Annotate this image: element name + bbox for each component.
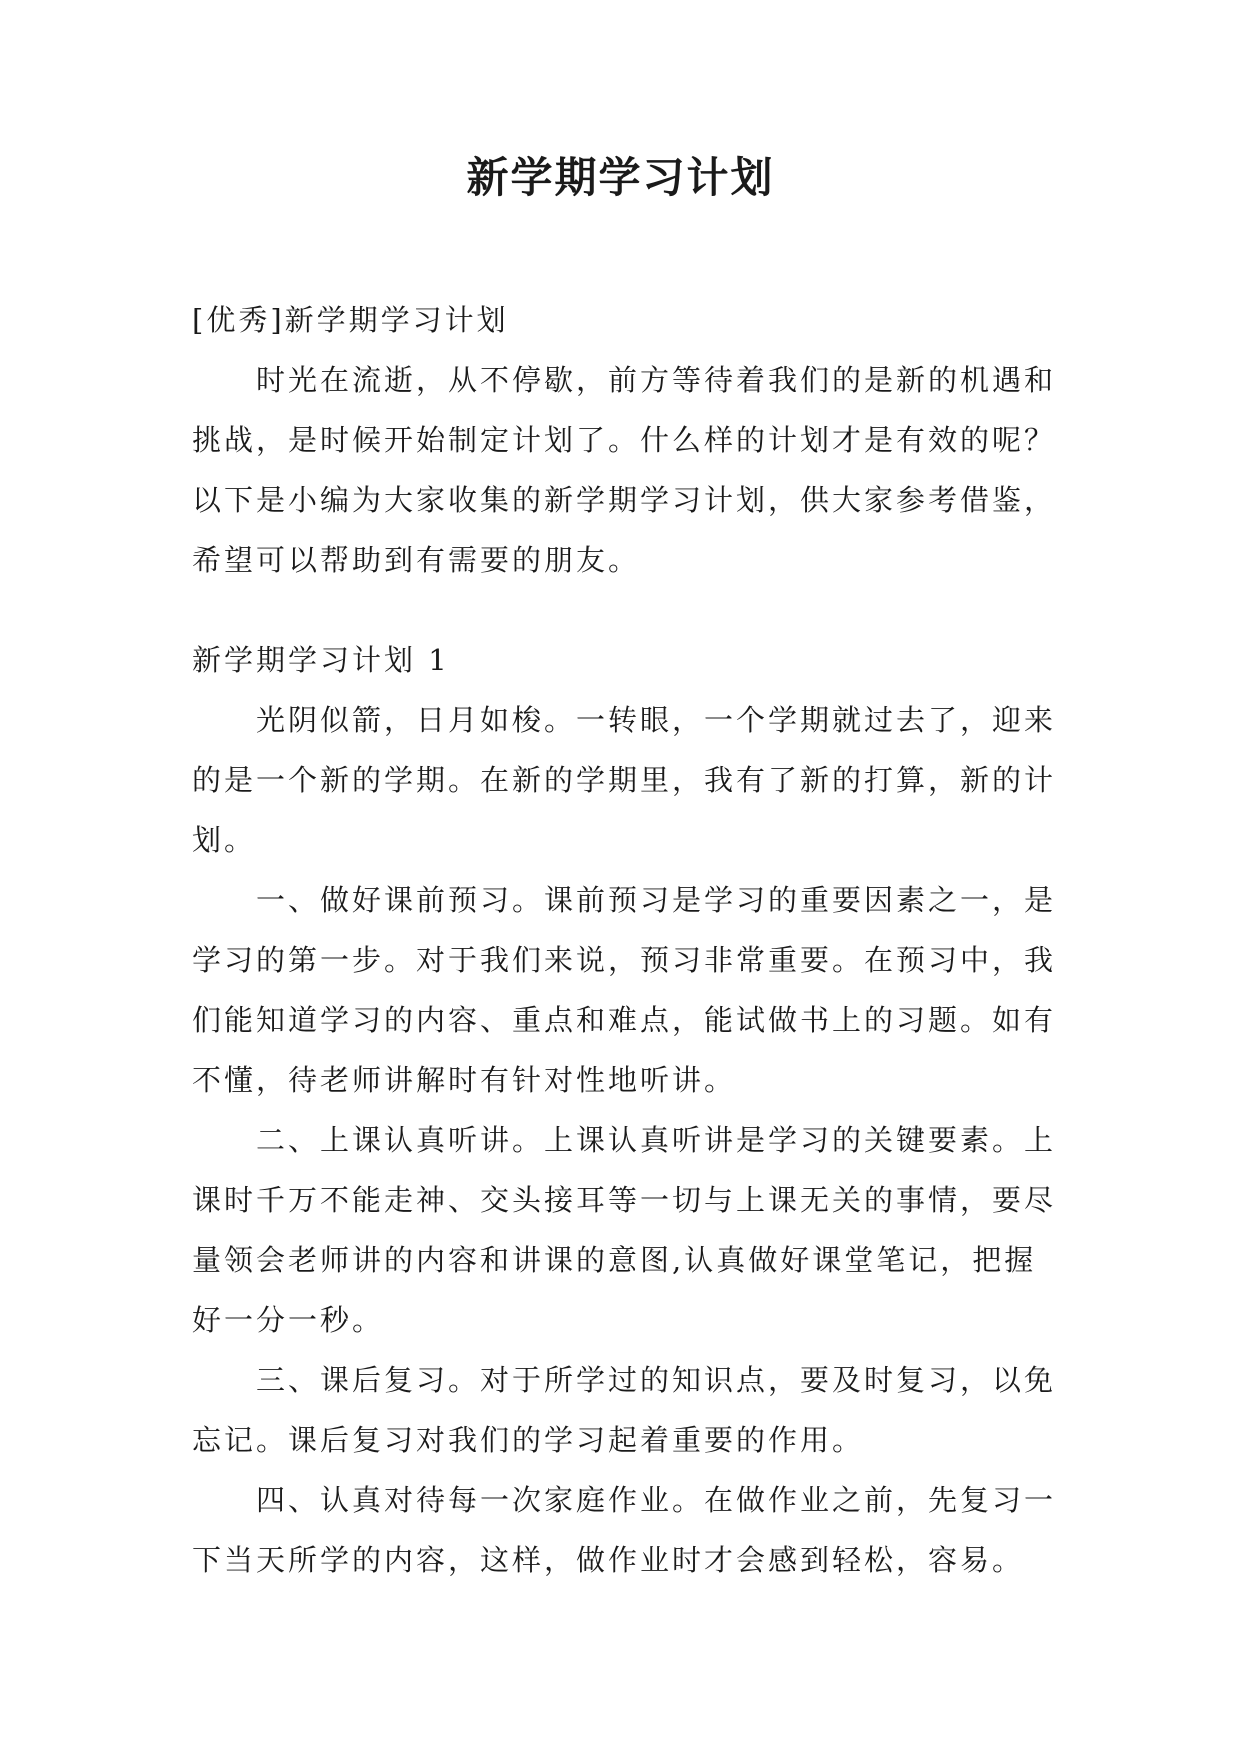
document-body xyxy=(192,290,1062,1590)
section-heading: 新学期学习计划 1 xyxy=(192,643,450,677)
document-subtitle: [优秀]新学期学习计划 xyxy=(192,303,509,337)
body-paragraph: 二、上课认真听讲。上课认真听讲是学习的关键要素。上课时千万不能走神、交头接耳等一切与上课无关的事情，要尽量领会老师讲的内容和讲课的意图,认真做好课堂笔记，把握好一分一秒。 xyxy=(192,1123,1057,1337)
document-title: 新学期学习计划 xyxy=(466,153,775,202)
intro-paragraph: 时光在流逝，从不停歇，前方等待着我们的是新的机遇和挑战，是时候开始制定计划了。什么样的计划才是有效的呢？以下是小编为大家收集的新学期学习计划，供大家参考借鉴，希望可以帮助到有需要的朋友。 xyxy=(192,363,1057,577)
body-paragraph: 一、做好课前预习。课前预习是学习的重要因素之一，是学习的第一步。对于我们来说，预习非常重要。在预习中，我们能知道学习的内容、重点和难点，能试做书上的习题。如有不懂，待老师讲解时有针对性地听讲。 xyxy=(192,883,1057,1097)
body-paragraph: 光阴似箭，日月如梭。一转眼，一个学期就过去了，迎来的是一个新的学期。在新的学期里，我有了新的打算，新的计划。 xyxy=(192,703,1057,857)
body-paragraph: 三、课后复习。对于所学过的知识点，要及时复习，以免忘记。课后复习对我们的学习起着重要的作用。 xyxy=(192,1363,1057,1457)
body-paragraph: 四、认真对待每一次家庭作业。在做作业之前，先复习一下当天所学的内容，这样，做作业时才会感到轻松，容易。 xyxy=(192,1483,1057,1577)
